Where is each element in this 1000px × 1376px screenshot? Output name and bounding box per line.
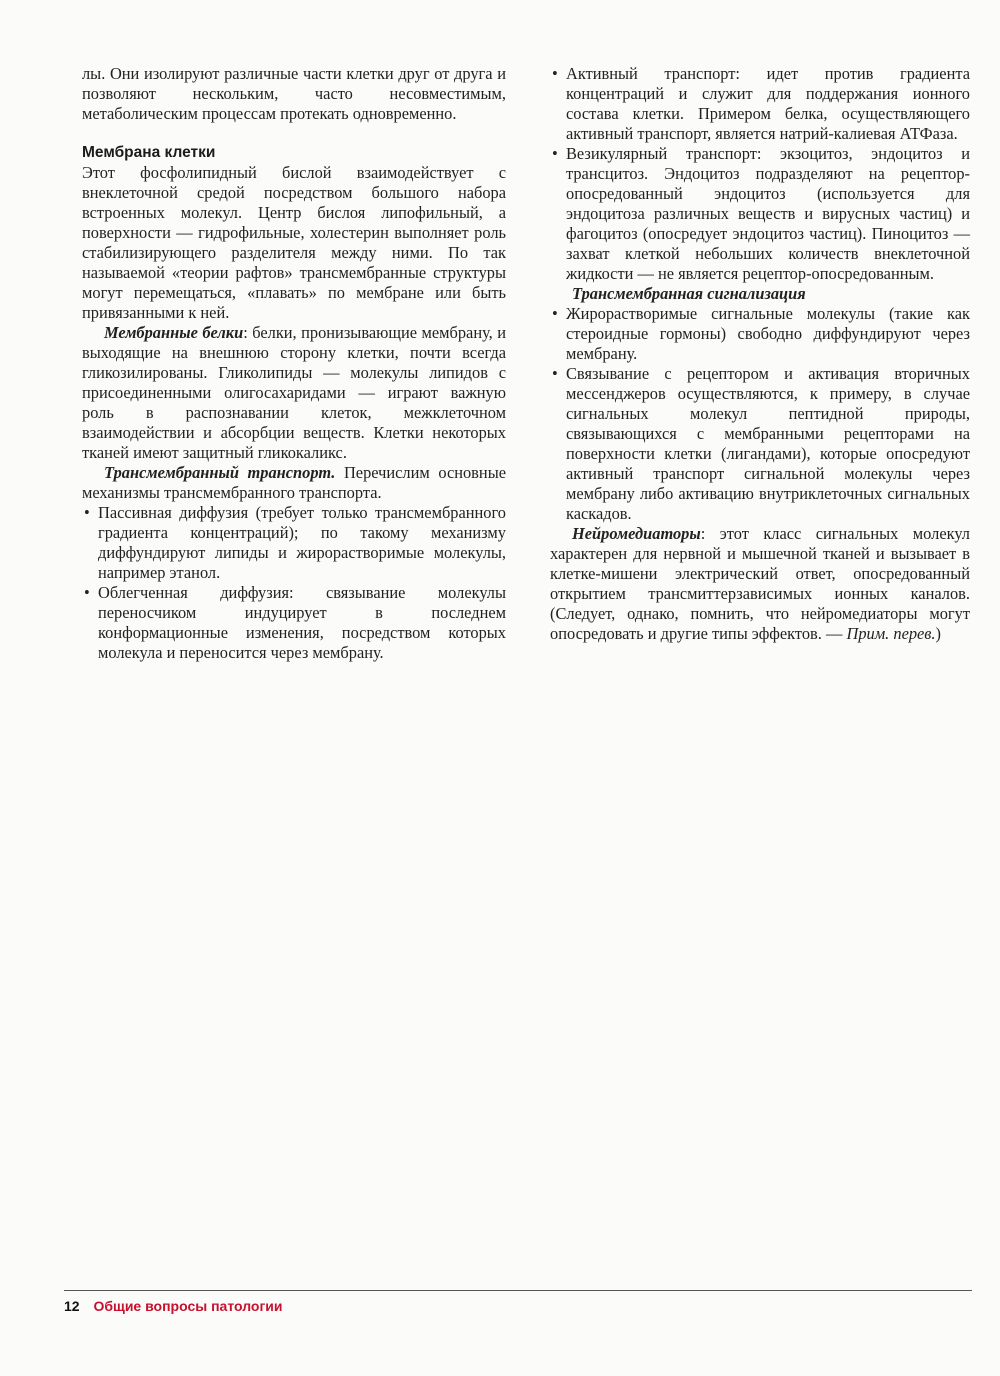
- transport-paragraph: [82, 463, 506, 503]
- section-title: Общие вопросы патологии: [93, 1298, 283, 1314]
- neuromediators-lead: Нейромедиаторы: [572, 524, 701, 543]
- signaling-heading: Трансмембранная сигнализация: [572, 284, 806, 303]
- list-item: • Везикулярный транспорт: экзоцитоз, эндоцитоз и трансцитоз. Эндоцитоз подразделяют на рецептор-опосредованный эндоцитоз (используется для эндоцитоза различных веществ и вирусных частиц) и фагоцитоз (опосредует эндоцитоз частиц). Пиноцитоз — захват клеткой небольших количеств внеклеточной жидкости — не является рецептор-опосредованным.: [550, 144, 970, 284]
- transport-text: Перечислим основные механизмы трансмембранного транспорта.: [82, 463, 506, 502]
- footer-divider: [64, 1290, 972, 1291]
- list-item: • Пассивная диффузия (требует только трансмембранного градиента концентраций); по такому механизму диффундируют липиды и жирорастворимые молекулы, например этанол.: [82, 503, 506, 583]
- translator-note: Прим. перев.: [846, 624, 936, 643]
- membrane-paragraph: Этот фосфолипидный бислой взаимодействует с внеклеточной средой посредством большого набора встроенных молекул. Центр бислоя липофильный, а поверхности — гидрофильные, холестерин выполняет роль стабилизирующего разделителя между ними. По так называемой «теории рафтов» трансмембранные структуры могут перемещаться, «плавать» по мембране или быть привязанными к ней.: [82, 163, 506, 322]
- left-column: [82, 64, 506, 663]
- section-heading-cell-membrane: Мембрана клетки: [82, 144, 216, 161]
- neuromediators-text: : этот класс сигнальных молекул характерен для нервной и мышечной тканей и вызывает в клетке-мишени электрический ответ, опосредованный открытием трансмиттерзависимых ионных каналов. (Следует, однако, помнить, что нейромедиаторы могут опосредовать и другие типы эффектов. —: [550, 524, 970, 643]
- membrane-proteins-lead: Мембранные белки: [104, 323, 244, 342]
- closing-paren: ): [935, 624, 941, 643]
- page-footer: [64, 1298, 283, 1314]
- transport-list-continued: [550, 64, 970, 284]
- transport-list: [82, 503, 506, 663]
- right-column: [550, 64, 970, 644]
- intro-paragraph: лы. Они изолируют различные части клетки друг от друга и позволяют нескольким, часто несовместимым, метаболическим процессам протекать одновременно.: [82, 64, 506, 123]
- membrane-proteins-paragraph: [82, 323, 506, 463]
- page-number: 12: [64, 1298, 80, 1314]
- transport-lead: Трансмембранный транспорт.: [104, 463, 336, 482]
- membrane-proteins-text: : белки, пронизывающие мембрану, и выходящие на внешнюю сторону клетки, почти всегда гликозилированы. Гликолипиды — молекулы липидов с присоединенными олигосахаридами — играют важную роль в распознавании клеток, межклеточном взаимодействии и абсорбции веществ. Клетки некоторых тканей имеют защитный гликокаликс.: [82, 323, 506, 462]
- neuromediators-paragraph: [550, 524, 970, 644]
- list-item: • Облегченная диффузия: связывание молекулы переносчиком индуцирует в последнем конформационные изменения, посредством которых молекула и переносится через мембрану.: [82, 583, 506, 663]
- list-item: • Жирорастворимые сигнальные молекулы (такие как стероидные гормоны) свободно диффундируют через мембрану.: [550, 304, 970, 364]
- signaling-list: [550, 304, 970, 524]
- list-item: • Связывание с рецептором и активация вторичных мессенджеров осуществляются, к примеру, в случае сигнальных молекул пептидной природы, связывающихся с мембранными рецепторами на поверхности клетки (лигандами), которые опосредуют активный транспорт сигнальной молекулы через мембрану либо активацию внутриклеточных сигнальных каскадов.: [550, 364, 970, 524]
- list-item: • Активный транспорт: идет против градиента концентраций и служит для поддержания ионного состава клетки. Примером белка, осуществляющего активный транспорт, является натрий-калиевая АТФаза.: [550, 64, 970, 144]
